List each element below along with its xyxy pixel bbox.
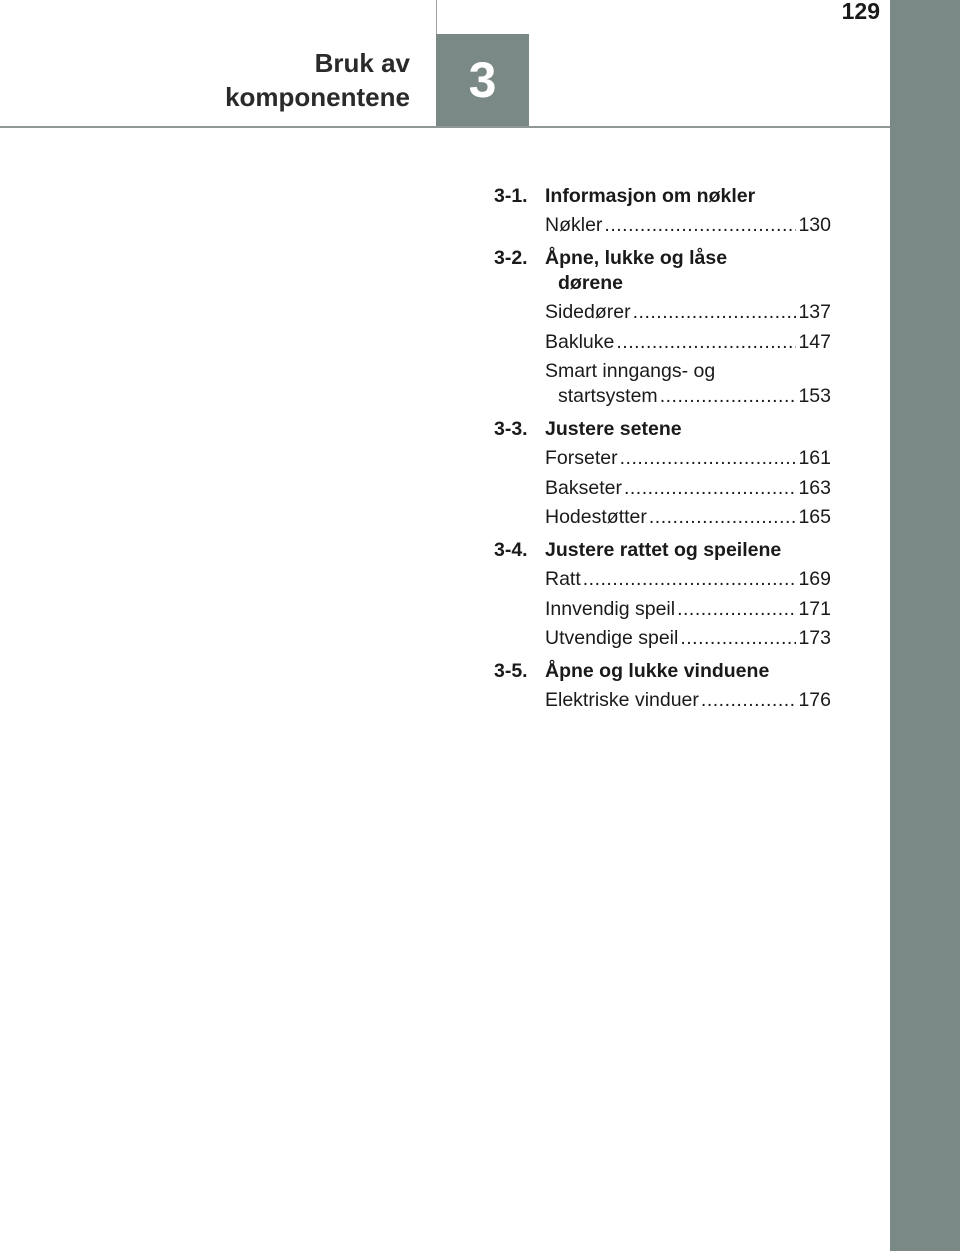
entry-title: Hodestøtter <box>545 506 647 528</box>
leader-dots <box>616 330 796 355</box>
toc-section-3-3 <box>494 417 831 530</box>
section-number: 3-2. <box>494 247 528 269</box>
entry-page: 176 <box>798 689 831 711</box>
entry-title: Bakseter <box>545 476 622 499</box>
table-of-contents <box>494 184 831 721</box>
entry-title-line1: Smart inngangs- og <box>545 360 716 382</box>
toc-entry[interactable] <box>494 300 831 325</box>
leader-dots <box>649 505 797 530</box>
section-title: Åpne og lukke vinduene <box>545 660 770 682</box>
toc-entry[interactable] <box>494 446 831 471</box>
header-divider-vertical <box>436 0 437 34</box>
entry-title: Nøkler <box>545 214 603 236</box>
leader-dots <box>660 384 797 409</box>
toc-entry[interactable] <box>494 330 831 355</box>
toc-entry[interactable] <box>494 626 831 651</box>
section-title: Justere setene <box>545 418 682 440</box>
entry-page: 165 <box>798 506 831 528</box>
entry-title: Innvendig speil <box>545 597 676 620</box>
entry-title: startsystem <box>558 385 658 407</box>
entry-page: 153 <box>798 385 831 407</box>
toc-entry[interactable] <box>494 213 831 238</box>
toc-section-3-5 <box>494 659 831 713</box>
toc-section-heading[interactable] <box>494 538 831 563</box>
entry-title: Elektriske vinduer <box>545 689 699 711</box>
chapter-title-line2: komponentene <box>225 82 410 112</box>
leader-dots <box>677 597 796 622</box>
leader-dots <box>604 213 796 238</box>
section-number: 3-5. <box>494 660 528 682</box>
entry-title: Utvendige speil <box>545 627 679 649</box>
section-title-continued: dørene <box>558 272 624 294</box>
chapter-title <box>150 46 410 114</box>
entry-page: 163 <box>798 476 831 499</box>
toc-section-heading[interactable] <box>494 417 831 442</box>
leader-dots <box>701 688 797 713</box>
toc-section-heading[interactable] <box>494 184 831 209</box>
section-number: 3-1. <box>494 185 528 207</box>
side-bar <box>890 0 960 1251</box>
chapter-title-line1: Bruk av <box>314 48 410 78</box>
section-title: Justere rattet og speilene <box>545 539 782 561</box>
entry-page: 130 <box>798 214 831 236</box>
toc-section-3-4 <box>494 538 831 651</box>
entry-page: 137 <box>798 301 831 323</box>
section-number: 3-3. <box>494 418 528 440</box>
leader-dots <box>633 300 797 325</box>
toc-entry[interactable] <box>494 359 831 409</box>
header-rule <box>0 126 890 128</box>
leader-dots <box>583 567 797 592</box>
section-title: Åpne, lukke og låse <box>545 247 728 269</box>
toc-entry[interactable] <box>494 505 831 530</box>
toc-entry[interactable] <box>494 567 831 592</box>
leader-dots <box>680 626 796 651</box>
entry-page: 161 <box>798 447 831 469</box>
toc-section-heading[interactable] <box>494 659 831 684</box>
entry-title: Ratt <box>545 568 581 590</box>
chapter-number-tab <box>436 34 529 126</box>
toc-section-heading[interactable] <box>494 246 831 296</box>
entry-page: 169 <box>798 568 831 590</box>
section-title: Informasjon om nøkler <box>545 185 756 207</box>
leader-dots <box>624 476 797 501</box>
toc-entry[interactable] <box>494 688 831 713</box>
entry-title: Bakluke <box>545 330 615 353</box>
entry-title: Sidedører <box>545 301 631 323</box>
chapter-number: 3 <box>468 52 497 108</box>
toc-section-3-1 <box>494 184 831 238</box>
leader-dots <box>620 446 797 471</box>
section-number: 3-4. <box>494 539 528 561</box>
entry-page: 171 <box>798 597 831 620</box>
toc-entry[interactable] <box>494 597 831 622</box>
page-number: 129 <box>841 0 880 24</box>
entry-page: 173 <box>798 627 831 649</box>
entry-page: 147 <box>798 330 831 353</box>
toc-section-3-2 <box>494 246 831 409</box>
toc-entry[interactable] <box>494 476 831 501</box>
entry-title: Forseter <box>545 447 618 469</box>
